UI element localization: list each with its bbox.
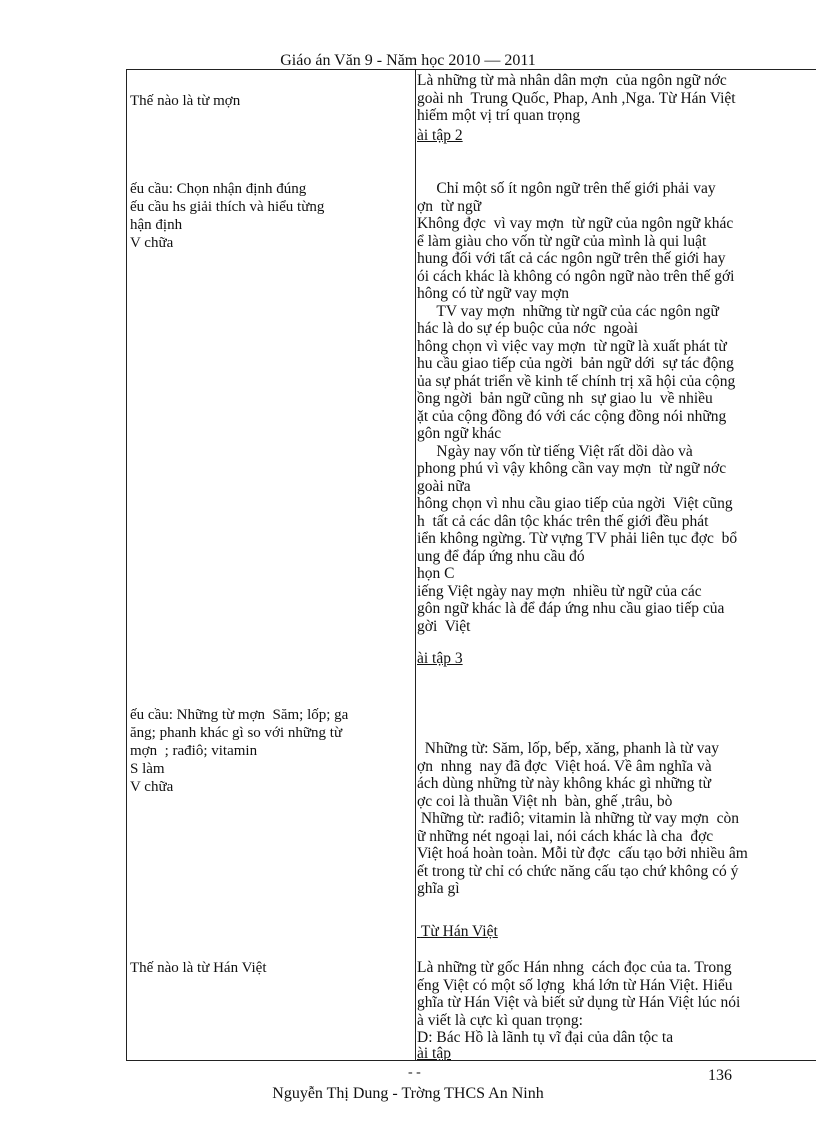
right-answer-loan-words: Là những từ mà nhân dân mợn của ngôn ngữ nớc goài nh Trung Quốc, Phap, Anh ,Nga. Từ Hán Việt hiếm một vị trí quan trọng (417, 72, 736, 124)
right-task-2-answers: Chỉ một số ít ngôn ngữ trên thế giới phải vay ợn từ ngữ Không đợc vì vay mợn từ ngữ của ngôn ngữ khác ể làm giàu cho vốn từ ngữ của mình là qui luật hung đối với tất cả các ngôn ngữ trên thế giới hay ói cách khác là không có ngôn ngữ nào trên thế gới hông có từ ngữ vay mợn TV vay mợn những từ ngữ của các ngôn ngữ hác là do sự ép buộc của nớc ngoài hông chọn vì việc vay mợn từ ngữ là xuất phát từ hu cầu giao tiếp của ngời bản ngữ dới sự tác động ủa sự phát triển về kinh tế chính trị xã hội của cộng ồng ngời bản ngữ cũng nh sự giao lu về nhiều ặt của cộng đồng đó với các cộng đồng nói những gôn ngữ khác Ngày nay vốn từ tiếng Việt rất dồi dào và phong phú vì vậy không cần vay mợn từ ngữ nớc goài nữa hông chọn vì nhu cầu giao tiếp của ngời Việt cũng h tất cả các dân tộc khác trên thế giới đều phát iển không ngừng. Từ vựng TV phải liên tục đợc bổ ung để đáp ứng nhu cầu đó họn C iếng Việt ngày nay mợn nhiều từ ngữ của các gôn ngữ khác là để đáp ứng nhu cầu giao tiếp của gời Việt (417, 180, 738, 635)
right-task-3-answers: Những từ: Săm, lốp, bếp, xăng, phanh là từ vay ợn nhng nay đã đợc Việt hoá. Về âm nghĩa và ách dùng những từ này không khác gì những từ ợc coi là thuần Việt nh bàn, ghế ,trâu, bò Những từ: rađiô; vitamin là những từ vay mợn còn ữ những nét ngoại lai, nói cách khác là cha đợc Việt hoá hoàn toàn. Mỗi từ đợc cấu tạo bởi nhiều âm ết trong từ chỉ có chức năng cấu tạo chứ không có ý ghĩa gì (417, 740, 748, 897)
right-heading-sino-vietnamese: Từ Hán Việt (417, 923, 498, 940)
page-number: 136 (708, 1067, 732, 1084)
left-task-2-instructions: ếu cầu: Chọn nhận định đúng ếu cầu hs giải thích và hiểu từng hận định V chữa (130, 181, 325, 251)
footer-dashes: - - (408, 1065, 421, 1080)
column-divider (415, 70, 416, 1060)
page-header: Giáo án Văn 9 - Năm học 2010 — 2011 (280, 52, 536, 69)
page-footer: Nguyễn Thị Dung - Trờng THCS An Ninh (272, 1085, 544, 1102)
right-heading-task-3: ài tập 3 (417, 650, 463, 667)
right-answer-sino-vietnamese: Là những từ gốc Hán nhng cách đọc của ta. Trong ếng Việt có một số lợng khá lớn từ Hán Việt. Hiểu ghĩa từ Hán Việt và biết sử dụng từ Hán Việt lúc nói à viết là cực kì quan trọng: D: Bác Hồ là lãnh tụ vĩ đại của dân tộc ta (417, 959, 741, 1046)
lesson-table (126, 69, 816, 1061)
left-question-sino-vietnamese: Thế nào là từ Hán Việt (130, 960, 267, 976)
left-question-loan-words: Thế nào là từ mợn (130, 93, 241, 109)
right-heading-task-2: ài tập 2 (417, 127, 463, 144)
right-heading-exercise: ài tập (417, 1045, 451, 1061)
left-task-3-instructions: ếu cầu: Những từ mợn Săm; lốp; ga ăng; phanh khác gì so với những từ mợn ; rađiô; vitamin S làm V chữa (130, 707, 349, 795)
